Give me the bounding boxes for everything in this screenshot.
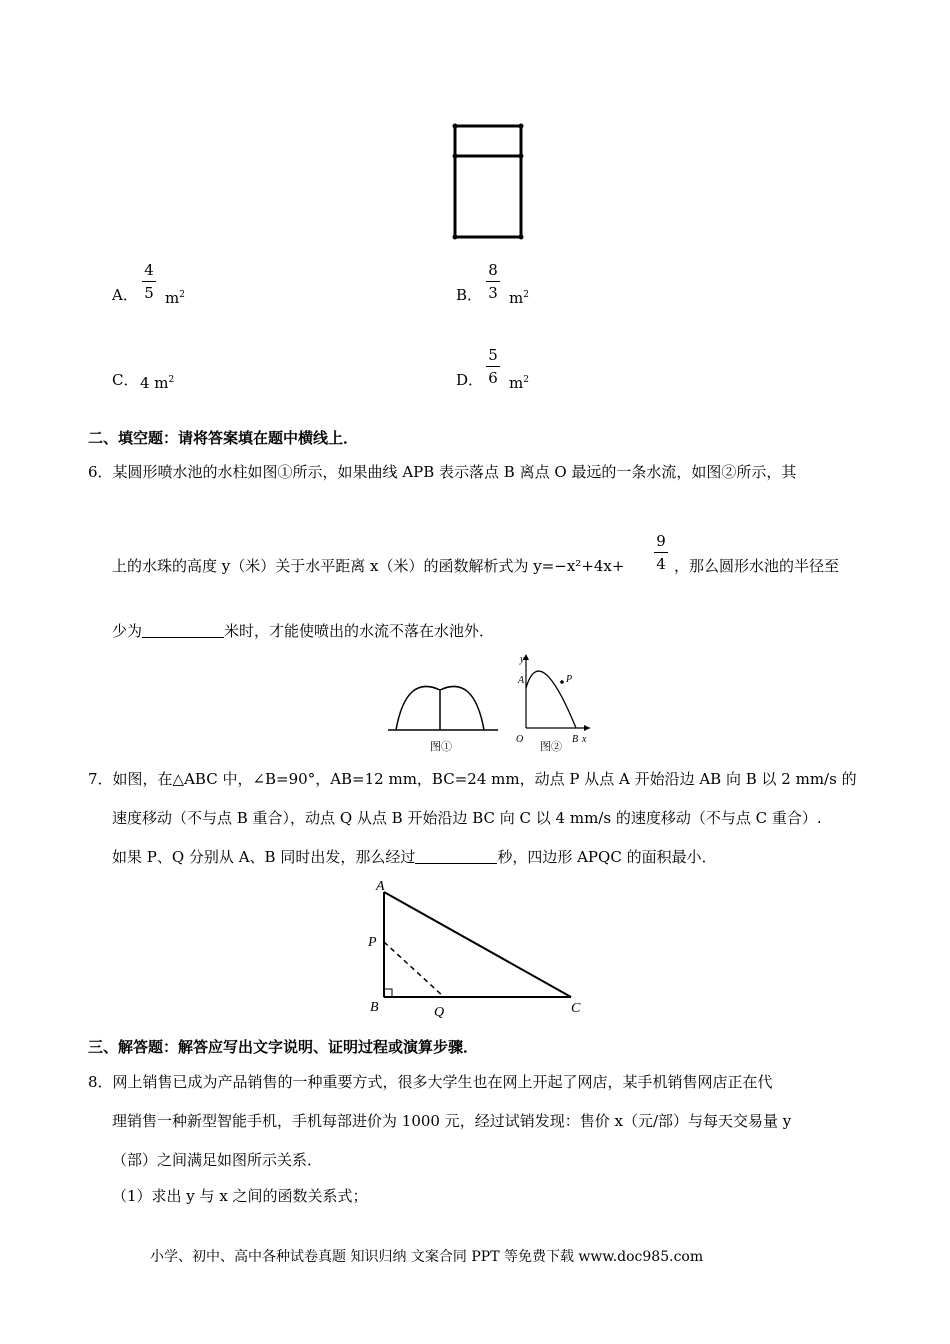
q6-fig2-label-p: P bbox=[566, 674, 573, 685]
option-b-fraction bbox=[486, 262, 500, 301]
q6-fraction-denominator: 4 bbox=[656, 555, 666, 573]
q6-fig2-label-y: y bbox=[520, 654, 525, 665]
q6-fig1-caption: 图① bbox=[430, 741, 452, 753]
q7-triangle-figure bbox=[366, 876, 586, 1020]
footer-text: 小学、初中、高中各种试卷真题 知识归纳 文案合同 PPT 等免费下载 www.doc985.com bbox=[150, 1249, 704, 1265]
q7-label-b: B bbox=[370, 1000, 379, 1015]
option-b-unit: $m^2$ bbox=[509, 289, 529, 307]
option-d-denominator: 6 bbox=[488, 369, 498, 387]
q7-label-p: P bbox=[368, 935, 377, 950]
q6-answer-blank bbox=[142, 623, 224, 638]
option-d-label: D． bbox=[456, 371, 484, 389]
q6-figure-2 bbox=[510, 650, 594, 756]
option-a-label: A． bbox=[112, 286, 138, 304]
q8-line-3: （部）之间满足如图所示关系． bbox=[112, 1151, 323, 1169]
option-a-numerator: 4 bbox=[144, 261, 154, 279]
q6-line-2-post: ，那么圆形水池的半径至 bbox=[674, 557, 840, 575]
section-3-heading: 三、解答题：解答应写出文字说明、证明过程或演算步骤． bbox=[88, 1038, 479, 1056]
option-d-fraction bbox=[486, 347, 500, 386]
q8-line-2: 理销售一种新型智能手机，手机每部进价为 1000 元，经过试销发现：售价 x（元/部）与每天交易量 y bbox=[112, 1112, 792, 1130]
q6-fig2-label-b: B bbox=[572, 734, 579, 745]
q6-figure-1 bbox=[386, 660, 500, 756]
q6-fraction-numerator: 9 bbox=[656, 532, 666, 550]
q7-line-1: 7．如图，在△ABC 中，∠B=90°，AB=12 mm，BC=24 mm，动点 P 从点 A 开始沿边 AB 向 B 以 2 mm/s 的 bbox=[88, 770, 857, 788]
q7-line-3: 如果 P、Q 分别从 A、B 同时出发，那么经过 秒，四边形 APQC 的面积最小． bbox=[112, 848, 717, 866]
q8-line-1: 8．网上销售已成为产品销售的一种重要方式，很多大学生也在网上开起了网店，某手机销售网店正在代 bbox=[88, 1073, 773, 1091]
q5-rectangle-figure bbox=[448, 120, 528, 244]
q7-line-2: 速度移动（不与点 B 重合），动点 Q 从点 B 开始沿边 BC 向 C 以 4 mm/s 的速度移动（不与点 C 重合）. bbox=[112, 809, 822, 827]
option-a-unit: $m^2$ bbox=[165, 289, 185, 307]
option-b-denominator: 3 bbox=[488, 284, 498, 302]
option-c-label: C． bbox=[112, 371, 139, 389]
option-b-label: B． bbox=[456, 286, 483, 304]
q6-line-2-pre: 上的水珠的高度 y（米）关于水平距离 x（米）的函数解析式为 y=−x²+4x+ bbox=[112, 557, 625, 575]
q7-label-a: A bbox=[376, 879, 385, 894]
section-2-heading: 二、填空题：请将答案填在题中横线上． bbox=[88, 429, 359, 447]
q6-line-1: 6．某圆形喷水池的水柱如图①所示，如果曲线 APB 表示落点 B 离点 O 最远的一条水流，如图②所示，其 bbox=[88, 463, 797, 481]
q6-fig2-label-x: x bbox=[582, 734, 587, 745]
q6-fig2-caption: 图② bbox=[540, 741, 562, 753]
option-d-unit: $m^2$ bbox=[509, 374, 529, 392]
q7-answer-blank bbox=[415, 849, 497, 864]
q6-fig2-label-a: A bbox=[518, 675, 525, 686]
q6-fig2-label-o: O bbox=[516, 734, 524, 745]
q8-subquestion-1: （1）求出 y 与 x 之间的函数关系式； bbox=[112, 1187, 368, 1205]
option-a-denominator: 5 bbox=[144, 284, 154, 302]
option-a-fraction bbox=[142, 262, 156, 301]
option-d-numerator: 5 bbox=[488, 346, 498, 364]
option-c-value: 4 $m^2$ bbox=[140, 374, 175, 392]
q7-label-q: Q bbox=[434, 1005, 445, 1020]
q6-line-3: 少为 米时，才能使喷出的水流不落在水池外． bbox=[112, 622, 495, 640]
option-b-numerator: 8 bbox=[488, 261, 498, 279]
q7-label-c: C bbox=[571, 1001, 581, 1016]
q6-fraction bbox=[654, 533, 668, 572]
